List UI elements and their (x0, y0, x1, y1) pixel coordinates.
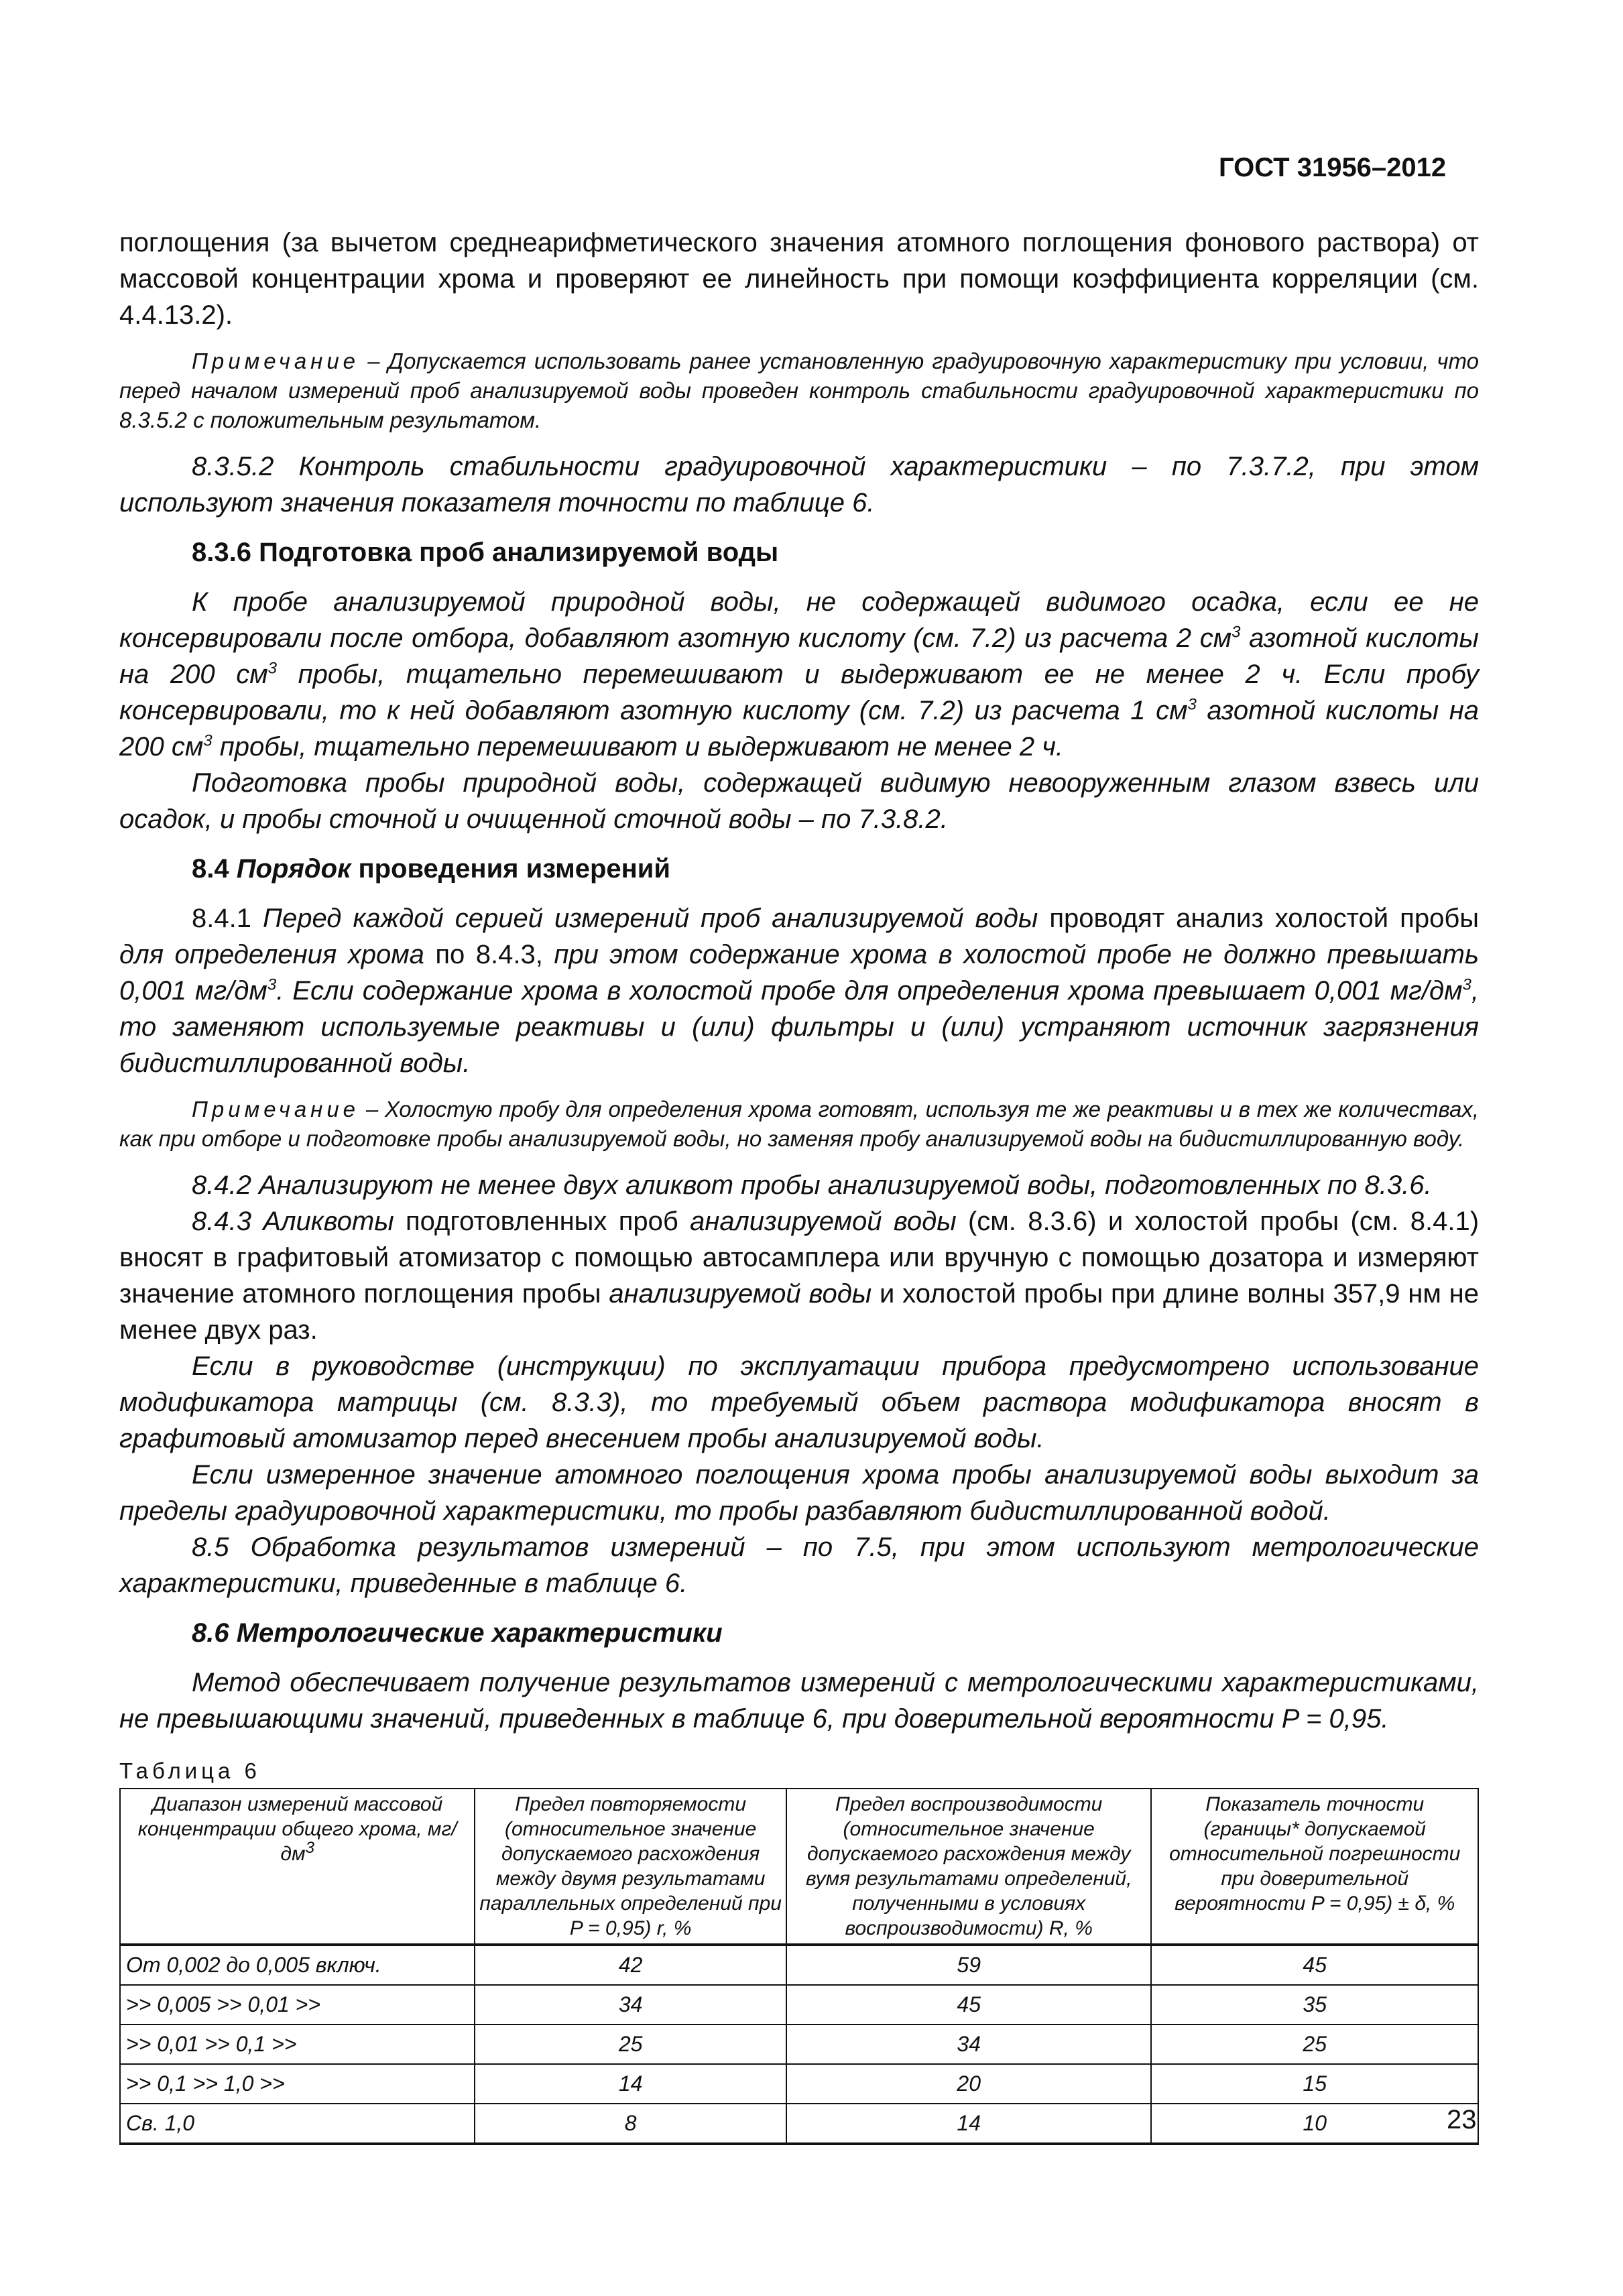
paragraph-sample-prep-2: Подготовка пробы природной воды, содержащей видимую невооруженным глазом взвесь или осадок, и пробы сточной и очищенной сточной воды – по 7.3.8.2. (119, 768, 1479, 834)
paragraph-8-4-3 (119, 1203, 1479, 1348)
paragraph-8-3-5-2: 8.3.5.2 Контроль стабильности градуировочной характеристики – по 7.3.7.2, при этом используют значения показателя точности по таблице 6. (119, 452, 1479, 518)
header-repeatability: Предел повторяемости (относительное значение допускаемого расхождения между двумя результатами параллельных определений при P = 0,95) r, % (475, 1789, 786, 1945)
cell-r: 25 (475, 2025, 786, 2064)
document-code: ГОСТ 31956–2012 (1219, 153, 1447, 182)
header-text: Диапазон измерений массовой концентрации общего хрома, мг/дм (137, 1793, 457, 1865)
paragraph-sample-prep (119, 584, 1479, 765)
text: проводят анализ холостой пробы (1038, 904, 1479, 933)
cell-range: >> 0,005 >> 0,01 >> (120, 1985, 475, 2025)
cell-r: 8 (475, 2104, 786, 2144)
header-accuracy: Показатель точности (границы* допускаемой относительной погрешности при доверительной вероятности P = 0,95) ± δ, % (1151, 1789, 1478, 1945)
paragraph-absorption (119, 225, 1479, 333)
cell-R: 45 (786, 1985, 1152, 2025)
text: 8.4.1 (192, 904, 263, 933)
cell-r: 34 (475, 1985, 786, 2025)
table-row (120, 1945, 1478, 1985)
text: поглощения (за вычетом среднеарифметического значения атомного поглощения фонового раствора) от массовой концентрации хрома и проверяют ее линейность при помощи коэффициента корреляции (см. 4.4.13.2). (119, 228, 1479, 330)
text: и холостой пробы при длине волны 357,9 нм не менее двух раз. (119, 1279, 1479, 1345)
text: проведения измерений (351, 854, 670, 884)
note-label: Примечание (192, 349, 360, 373)
cell-range: >> 0,1 >> 1,0 >> (120, 2064, 475, 2104)
paragraph-metrology: Метод обеспечивает получение результатов измерений с метрологическими характеристиками, не превышающими значений, приведенных в таблице 6, при доверительной вероятности P = 0,95. (119, 1668, 1479, 1734)
text: для определения хрома (119, 940, 424, 969)
text: . Если содержание хрома в холостой пробе для определения хрома превышает 0,001 мг/дм (276, 976, 1463, 1006)
header-range (120, 1789, 475, 1945)
table-row (120, 2104, 1478, 2144)
text: К пробе анализируемой природной воды, не содержащей видимого осадка, если ее не консервировали после отбора, добавляют азотную кислоту (см. 7.2) из расчета 2 см (119, 587, 1479, 653)
table-row (120, 1985, 1478, 2025)
text: Порядок (236, 854, 351, 884)
heading-8-6: 8.6 Метрологические характеристики (192, 1618, 723, 1648)
paragraph-dilution: Если измеренное значение атомного поглощения хрома пробы анализируемой воды выходит за пределы градуировочной характеристики, то пробы разбавляют бидистиллированной водой. (119, 1460, 1479, 1526)
superscript: 3 (1462, 975, 1471, 994)
table-row (120, 2064, 1478, 2104)
text: , то заменяют используемые реактивы и (или) фильтры и (или) устраняют источник загрязнения бидистиллированной воды. (119, 976, 1479, 1078)
page-number: 23 (1447, 2105, 1477, 2134)
note-label: Примечание (192, 1097, 360, 1122)
note-text: – Холостую пробу для определения хрома готовят, используя те же реактивы и в тех же количествах, как при отборе и подготовке пробы анализируемой воды, но заменяя пробу анализируемой воды на бидистиллированную воду. (119, 1097, 1479, 1151)
heading-8-3-6: 8.3.6 Подготовка проб анализируемой воды (192, 538, 779, 567)
superscript: 3 (267, 659, 278, 678)
text: по 8.4.3, (424, 940, 554, 969)
cell-R: 34 (786, 2025, 1152, 2064)
cell-range: Св. 1,0 (120, 2104, 475, 2144)
cell-range: >> 0,01 >> 0,1 >> (120, 2025, 475, 2064)
paragraph-matrix-modifier: Если в руководстве (инструкции) по эксплуатации прибора предусмотрено использование модификатора матрицы (см. 8.3.3), то требуемый объем раствора модификатора вносят в графитовый атомизатор перед внесением пробы анализируемой воды. (119, 1351, 1479, 1453)
paragraph-8-4-1 (119, 900, 1479, 1081)
cell-R: 20 (786, 2064, 1152, 2104)
cell-R: 59 (786, 1945, 1152, 1985)
cell-range: От 0,002 до 0,005 включ. (120, 1945, 475, 1985)
text: анализируемой воды (609, 1279, 872, 1309)
cell-r: 14 (475, 2064, 786, 2104)
table-header-row (120, 1789, 1478, 1945)
text: при этом содержание хрома в холостой пробе не должно превышать 0,001 мг/дм (119, 940, 1480, 1006)
heading-8-4 (119, 851, 1479, 887)
text: азотной кислоты на 200 см (119, 696, 1479, 762)
cell-delta: 15 (1151, 2064, 1478, 2104)
superscript: 3 (203, 731, 213, 750)
superscript: 3 (305, 1839, 314, 1857)
text: азотной кислоты на 200 см (119, 623, 1479, 689)
table-caption: Таблица 6 (119, 1758, 261, 1783)
text: подготовленных проб (394, 1207, 690, 1236)
cell-delta: 45 (1151, 1945, 1478, 1985)
note-blank-sample (119, 1095, 1479, 1154)
page-content (119, 225, 1479, 2145)
text: (см. 8.3.6) и холостой пробы (см. 8.4.1) вносят в графитовый атомизатор с помощью автосамплера или вручную с помощью дозатора и измеряют значение атомного поглощения пробы (119, 1207, 1480, 1309)
superscript: 3 (267, 975, 277, 994)
metrology-table (119, 1788, 1479, 2145)
header-reproducibility: Предел воспроизводимости (относительное значение допускаемого расхождения между вумя результатами определений, полученными в условиях воспроизводимости) R, % (786, 1789, 1152, 1945)
cell-delta: 35 (1151, 1985, 1478, 2025)
note-calibration (119, 347, 1479, 435)
cell-R: 14 (786, 2104, 1152, 2144)
paragraph-8-4-2: 8.4.2 Анализируют не менее двух аликвот пробы анализируемой воды, подготовленных по 8.3.6. (192, 1170, 1432, 1200)
cell-delta: 10 (1151, 2104, 1478, 2144)
note-text: – Допускается использовать ранее установленную градуировочную характеристику при условии, что перед началом измерений проб анализируемой воды проведен контроль стабильности градуировочной характеристики по 8.3.5.2 с положительным результатом. (119, 349, 1479, 432)
cell-r: 42 (475, 1945, 786, 1985)
paragraph-8-5: 8.5 Обработка результатов измерений – по 7.5, при этом используют метрологические характеристики, приведенные в таблице 6. (119, 1532, 1479, 1598)
text: 8.4.3 Аликвоты (192, 1207, 394, 1236)
cell-delta: 25 (1151, 2025, 1478, 2064)
text: анализируемой воды (690, 1207, 957, 1236)
text: 8.4 (192, 854, 237, 884)
superscript: 3 (1187, 695, 1197, 714)
text: Перед каждой серией измерений проб анализируемой воды (263, 904, 1038, 933)
text: пробы, тщательно перемешивают и выдерживают не менее 2 ч. (212, 732, 1064, 762)
table-row (120, 2025, 1478, 2064)
text: пробы, тщательно перемешивают и выдерживают ее не менее 2 ч. Если пробу консервировали, то к ней добавляют азотную кислоту (см. 7.2) из расчета 1 см (119, 660, 1479, 725)
superscript: 3 (1231, 623, 1241, 642)
